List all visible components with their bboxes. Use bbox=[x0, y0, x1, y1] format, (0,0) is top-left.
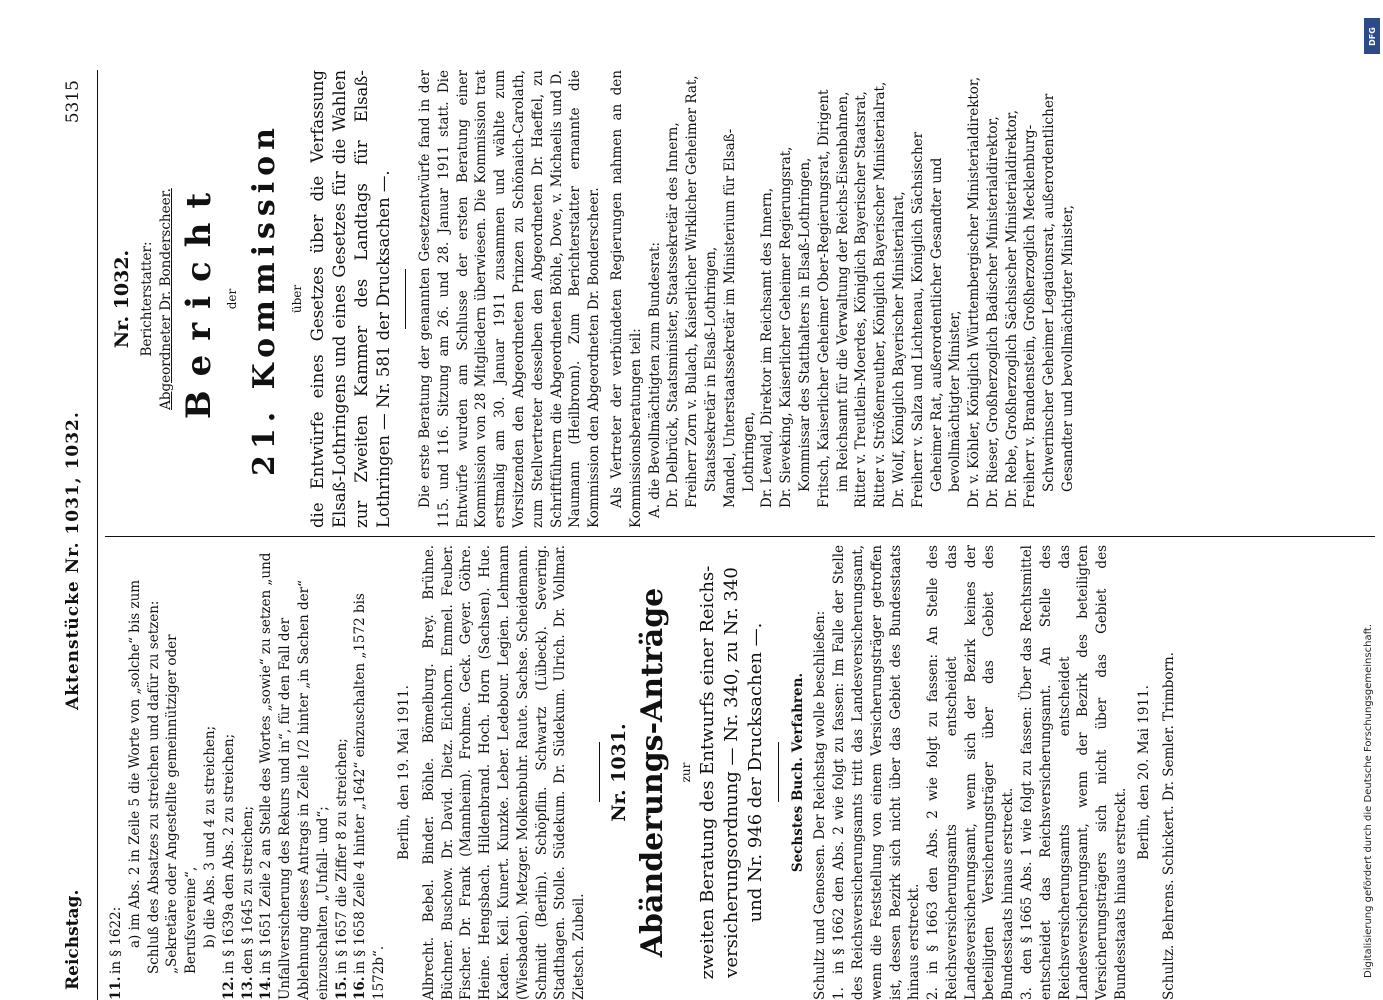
item-number: 15. bbox=[333, 976, 350, 1000]
page-header bbox=[55, 70, 95, 1000]
motion-text: den § 1665 Abs. 1 wie folgt zu fassen: Über das Rechtsmittel entscheidet das Reichsversicherungsamt. An Stelle des Reichsversicherungsamts entscheidet das Landesversicherungsamt, wenn der Bezirk des beteiligten Versicherungsträgers sich nicht über das Gebiet des Bundesstaats hinaus erstreckt. bbox=[1019, 545, 1130, 1000]
digitization-note: Digitalisierung gefördert durch die Deutsche Forschungsgemeinschaft. bbox=[1363, 623, 1374, 978]
motion-intro: Schultz und Genossen. Der Reichstag wolle beschließen: bbox=[812, 610, 829, 1000]
doc-title-1031: Abänderungs-Anträge bbox=[634, 587, 670, 958]
item-text: den § 1645 zu streichen; bbox=[239, 805, 256, 974]
dfg-logo-text: DFG bbox=[1367, 26, 1377, 46]
right-column bbox=[107, 70, 1078, 528]
ueber-label: über bbox=[290, 284, 305, 314]
header-title: Aktenstücke Nr. 1031, 1032. bbox=[63, 411, 83, 710]
delegate-entry: Dr. Rebe, Großherzoglich Sächsischer Ministerialdirektor, bbox=[1003, 109, 1020, 508]
digitization-margin bbox=[1361, 18, 1383, 978]
item-text: a) im Abs. 2 in Zeile 5 die Worte von „solche“ bis zum Schluß des Absatzes zu streichen und dafür zu setzen: „Sekretäre oder Angestellte gemeinnütziger oder Berufsvereine“, bbox=[126, 579, 200, 974]
delegate-entry: Dr. Sieveking, Kaiserlicher Geheimer Regierungsrat, Kommissar des Statthalters in Elsaß-Lothringen, bbox=[778, 146, 813, 508]
signatories-1: Albrecht. Bebel. Binder. Böhle. Bömelburg. Brey. Brühne. Büchner. Buschow. Dr. David. Dietz. Eichhorn. Emmel. Feuber. Fischer. Dr. Frank (Mannheim). Frohme. Geck. Geyer. Göhre. Heine. Hengsbach. Hildenbrand. Hoch. Horn (Sachsen). Hue. Kaden. Keil. Kunert. Kunzke. Leber. Ledebour. Legien. Lehmann (Wiesbaden). Metzger. Molkenbuhr. Raute. Sachse. Scheidemann. Schmidt (Berlin). Schöpflin. Schwartz (Lübeck). Severing. Stadthagen. Stolle. Südekum. Dr. Südekum. Ulrich. Dr. Vollmar. Zietsch. Zubeil. bbox=[420, 545, 588, 1000]
zur-label: zur bbox=[678, 762, 693, 783]
der-label: der bbox=[225, 288, 240, 310]
amendment-item bbox=[333, 545, 352, 1000]
doc-number-1032: Nr. 1032. bbox=[111, 249, 133, 349]
commission-title: 21. Kommission bbox=[247, 122, 283, 476]
delegate-entry: Fritsch, Kaiserlicher Geheimer Ober-Regierungsrat, Dirigent im Reichsamt für die Verwaltung der Reichs-Eisenbahnen, bbox=[815, 89, 851, 508]
reporter-name: Abgeordneter Dr. Bonderscheer. bbox=[157, 188, 174, 410]
motion-item bbox=[830, 545, 924, 1000]
subtitle-line-2: versicherungsordnung — Nr. 340, zu Nr. 340 bbox=[720, 567, 742, 978]
delegate-entry: Ritter v. Treutlein-Moerdes, Königlich Bayerischer Staatsrat, bbox=[853, 91, 870, 508]
item-text: in § 1658 Zeile 4 hinter „1642“ einzuschalten „1572 bis 1572b“. bbox=[352, 593, 388, 1000]
motion-item bbox=[924, 545, 1018, 1000]
signatories-2: Schultz. Behrens. Schickert. Dr. Semler. Trimborn. bbox=[1160, 652, 1177, 1000]
amendment-item bbox=[257, 545, 332, 1000]
item-number: 13. bbox=[239, 976, 256, 1000]
report-title: Bericht bbox=[179, 178, 220, 420]
reporter-label: Berichterstatter: bbox=[138, 241, 155, 357]
amendment-item bbox=[351, 545, 389, 1000]
subtitle-line-1: zweiten Beratung des Entwurfs einer Reichs- bbox=[696, 565, 718, 980]
motion-number: 2. bbox=[925, 987, 942, 1000]
delegate-entry: Dr. Wolf, Königlich Bayerischer Ministerialrat, bbox=[890, 191, 907, 508]
delegate-entry: Mandel, Unterstaatssekretär im Ministerium für Elsaß-Lothringen, bbox=[721, 128, 757, 508]
delegate-entry: Freiherr v. Brandenstein, Großherzoglich Mecklenburg-Schwerinscher Geheimer Legationsrat, außerordentlicher Gesandter und bevollmächtigter Minister, bbox=[1022, 93, 1077, 508]
amendment-list bbox=[107, 545, 389, 1000]
amendment-item bbox=[239, 545, 258, 1000]
date-1: Berlin, den 19. Mai 1911. bbox=[395, 685, 412, 860]
item-text: in § 1657 die Ziffer 8 zu streichen; bbox=[333, 738, 350, 974]
item-number: 16. bbox=[352, 976, 369, 1000]
section-a-heading: A. die Bevollmächtigten zum Bundesrat: bbox=[646, 241, 663, 518]
paragraph-2: Als Vertreter der verbündeten Regierungen nahmen an den Kommissionsberatungen teil: bbox=[608, 70, 644, 528]
motion-list bbox=[830, 545, 1131, 1000]
delegate-entry: Ritter v. Strößenreuther, Königlich Bayerischer Ministerialrat, bbox=[872, 81, 889, 508]
book-heading: Sechstes Buch. Verfahren. bbox=[789, 672, 806, 873]
report-subject: die Entwürfe eines Gesetzes über die Verfassung Elsaß-Lothringens und eines Gesetzes für die Wahlen zur Zweiten Kammer des Landtags für Elsaß-Lothringen — Nr. 581 der Drucksachen —. bbox=[307, 70, 393, 528]
amendment-item bbox=[126, 545, 201, 1000]
subtitle-line-3: und Nr. 946 der Drucksachen —. bbox=[744, 622, 766, 923]
motion-text: in § 1662 den Abs. 2 wie folgt zu fassen: Im Falle der Stelle des Reichsversicherungsamts tritt das Landesversicherungsamt, wenn die Feststellung von einem Versicherungsträger getroffen ist, dessen Bezirk sich nicht über das Gebiet des Bundesstaats hinaus erstreckt. bbox=[831, 545, 923, 1000]
amendment-item bbox=[201, 545, 220, 1000]
item-number: 12. bbox=[220, 976, 237, 1000]
motion-item bbox=[1018, 545, 1131, 1000]
motion-number: 1. bbox=[831, 987, 848, 1000]
separator bbox=[405, 269, 406, 329]
amendment-item bbox=[220, 545, 239, 1000]
header-rule bbox=[97, 70, 98, 1000]
motion-text: in § 1663 den Abs. 2 wie folgt zu fassen: An Stelle des Reichsversicherungsamts entscheidet das Landesversicherungsamt, wenn sich der Bezirk keines der beteiligten Versicherungsträger über das Gebiet des Bundesstaats hinaus erstreckt. bbox=[925, 545, 1017, 1000]
column-divider bbox=[105, 536, 1375, 537]
item-number: 11. bbox=[108, 976, 124, 1000]
item-text: b) die Abs. 3 und 4 zu streichen; bbox=[201, 725, 218, 948]
item-text: in § 1651 Zeile 2 an Stelle des Wortes „sowie“ zu setzen „und Unfallversicherung des Rekurs und in“, für den Fall der Ablehnung dieses Antrags in Zeile 1/2 hinter „in Sachen der“ einzuschalten „Unfall- und“; bbox=[258, 552, 331, 1000]
delegate-entry: Freiherr v. Salza und Lichtenau, Königlich Sächsischer Geheimer Rat, außerordentlicher Gesandter und bevollmächtigter Minister, bbox=[909, 131, 964, 508]
item-text: in § 1639a den Abs. 2 zu streichen; bbox=[220, 733, 237, 974]
page-number: 5315 bbox=[63, 80, 83, 124]
delegate-entry: Dr. Lewald, Direktor im Reichsamt des Innern, bbox=[759, 187, 776, 508]
date-2: Berlin, den 20. Mai 1911. bbox=[1135, 685, 1152, 860]
doc-number-1031: Nr. 1031. bbox=[607, 723, 630, 822]
paragraph-1: Die erste Beratung der genannten Gesetzentwürfe fand in der 115. und 116. Sitzung am 26. und 28. Januar 1911 statt. Die Entwürfe wurden am Schlusse der ersten Beratung einer Kommission von 28 Mitgliedern überwiesen. Die Kommission trat erstmalig am 30. Januar 1911 zusammen und wählte zum Vorsitzenden den Abgeordneten Prinzen zu Schönaich-Carolath, zum Stellvertreter desselben den Abgeordneten Dr. Haeffel, zu Schriftführern die Abgeordneten Böhle, Dove, v. Michaelis und D. Naumann (Heilbronn). Zum Berichterstatter ernannte die Kommission den Abgeordneten Dr. Bonderscheer. bbox=[416, 70, 603, 528]
left-column bbox=[107, 545, 1178, 1000]
item-number: 14. bbox=[258, 976, 275, 1000]
separator bbox=[778, 743, 779, 803]
item-text: in § 1622: bbox=[108, 906, 124, 974]
delegate-entry: Freiherr Zorn v. Bulach, Kaiserlicher Wirklicher Geheimer Rat, Staatssekretär in Elsaß-Lothringen, bbox=[684, 75, 719, 508]
header-left: Reichstag. bbox=[63, 889, 83, 990]
dfg-logo bbox=[1364, 18, 1380, 54]
rotated-page bbox=[45, 0, 1383, 1000]
delegate-entry: Dr. Delbrück, Staatsminister, Staatssekretär des Innern, bbox=[665, 122, 682, 508]
delegate-list bbox=[664, 70, 1078, 528]
separator bbox=[599, 743, 600, 803]
delegate-entry: Dr. Rieser, Großherzoglich Badischer Ministerialdirektor, bbox=[984, 116, 1001, 508]
amendment-item bbox=[107, 545, 126, 1000]
delegate-entry: Dr. v. Köhler, Königlich Württembergischer Ministerialdirektor, bbox=[966, 76, 983, 508]
motion-number: 3. bbox=[1019, 987, 1036, 1000]
